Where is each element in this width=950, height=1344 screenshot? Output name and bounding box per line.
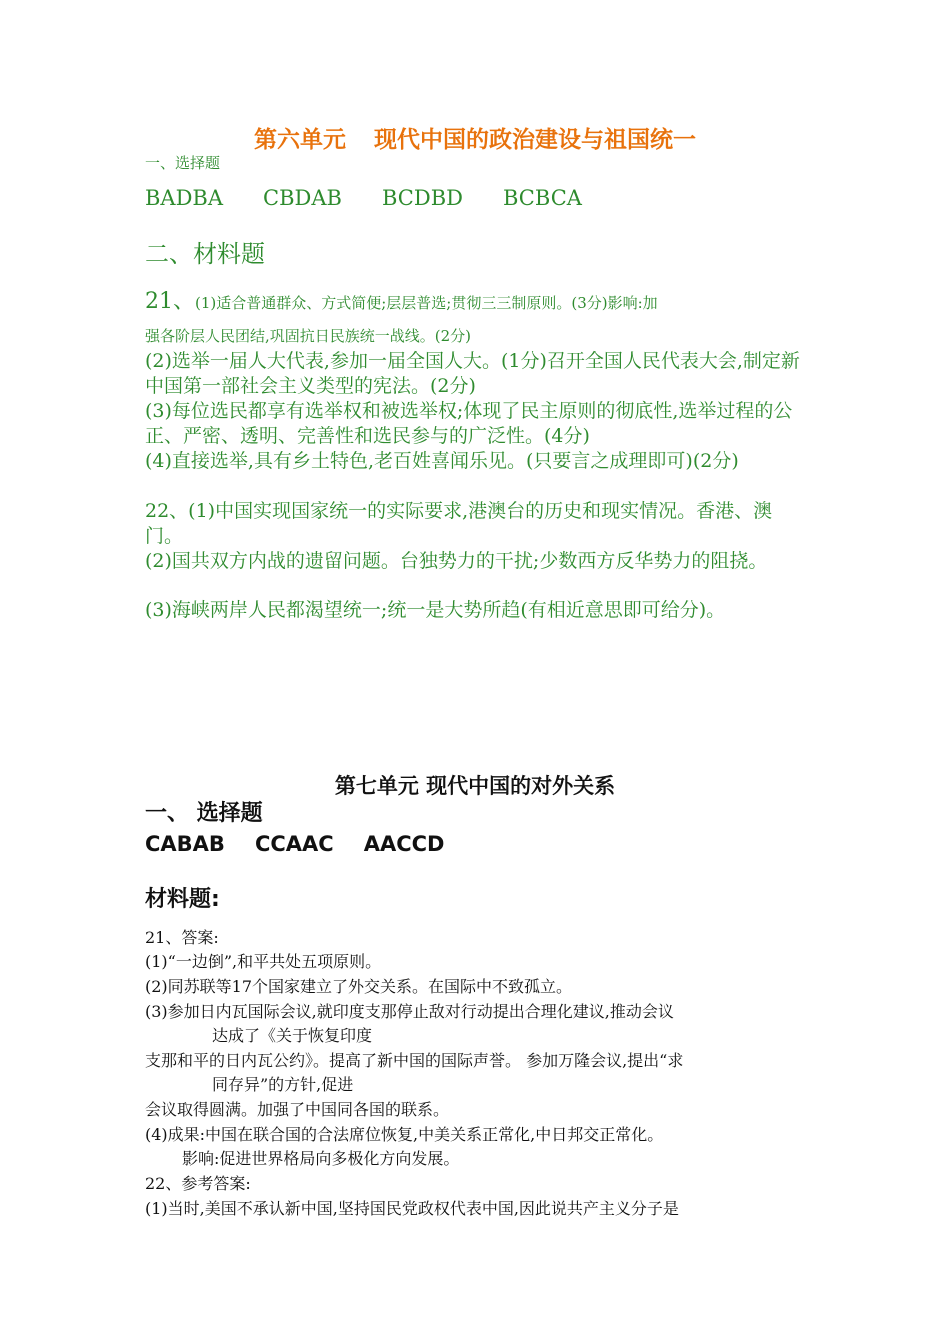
- unit7-line: (1)当时,美国不承认新中国,坚持国民党政权代表中国,因此说共产主义分子是: [145, 1199, 679, 1218]
- q21-part4: (4)直接选举,具有乡土特色,老百姓喜闻乐见。(只要言之成理即可)(2分): [145, 450, 739, 472]
- unit7-line: (4)成果:中国在联合国的合法席位恢复,中美关系正常化,中日邦交正常化。: [145, 1125, 664, 1144]
- unit7-line: (1)“一边倒”,和平共处五项原则。: [145, 952, 382, 971]
- q21-part3: (3)每位选民都享有选举权和被选举权;体现了民主原则的彻底性,选举过程的公正、严密、透明、完善性和选民参与的广泛性。(4分): [145, 400, 793, 447]
- answer-group: CABAB: [145, 832, 225, 856]
- unit7-section-choice: 一、 选择题: [145, 801, 263, 826]
- unit6-section-material: 二、材料题: [145, 240, 265, 268]
- answer-group: CCAAC: [254, 832, 334, 856]
- unit7-line: 22、参考答案:: [145, 1174, 251, 1193]
- q21-line2: 强各阶层人民团结,巩固抗日民族统一战线。(2分): [145, 327, 472, 345]
- answer-group: BADBA: [145, 186, 224, 210]
- answer-group: CBDAB: [263, 186, 342, 210]
- q22-part2: (2)国共双方内战的遗留问题。台独势力的干扰;少数西方反华势力的阻挠。: [145, 550, 768, 572]
- q21-part1: (1)适合普通群众、方式简便;层层普选;贯彻三三制原则。(3分)影响:加: [195, 294, 658, 312]
- answer-group: AACCD: [363, 832, 445, 856]
- unit6-title: [0, 121, 950, 154]
- unit7-line: 同存异”的方针,促进: [212, 1075, 354, 1094]
- unit7-line: 21、答案:: [145, 928, 219, 947]
- unit7-title: 第七单元 现代中国的对外关系: [334, 774, 616, 798]
- unit6-title-text: 现代中国的政治建设与祖国统一: [374, 126, 696, 153]
- answer-group: BCBCA: [502, 186, 582, 210]
- q21-line1: [145, 284, 658, 315]
- unit6-section-choice: 一、选择题: [145, 154, 221, 172]
- unit7-line: (3)参加日内瓦国际会议,就印度支那停止敌对行动提出合理化建议,推动会议: [145, 1002, 674, 1021]
- q21-number: 21、: [145, 289, 195, 314]
- unit7-line: 支那和平的日内瓦公约》。提高了新中国的国际声誉。 参加万隆会议,提出“求: [145, 1051, 684, 1070]
- unit6-choice-answers: [145, 186, 622, 210]
- q22-part3: (3)海峡两岸人民都渴望统一;统一是大势所趋(有相近意思即可给分)。: [145, 599, 726, 621]
- unit7-line: 会议取得圆满。加强了中国同各国的联系。: [145, 1100, 450, 1119]
- q21-part2: (2)选举一届人大代表,参加一届全国人大。(1分)召开全国人民代表大会,制定新中国第一部社会主义类型的宪法。(2分): [145, 350, 800, 397]
- q22-part1: 22、(1)中国实现国家统一的实际要求,港澳台的历史和现实情况。香港、澳门。: [145, 500, 773, 547]
- unit7-line: 达成了《关于恢复印度: [212, 1026, 373, 1045]
- unit7-line: 影响:促进世界格局向多极化方向发展。: [182, 1149, 460, 1168]
- unit7-line: (2)同苏联等17个国家建立了外交关系。在国际中不致孤立。: [145, 977, 573, 996]
- answer-group: BCDBD: [381, 186, 463, 210]
- unit7-choice-answers: [145, 832, 474, 856]
- unit6-title-number: 第六单元: [254, 126, 346, 153]
- unit7-section-material: 材料题:: [145, 887, 220, 912]
